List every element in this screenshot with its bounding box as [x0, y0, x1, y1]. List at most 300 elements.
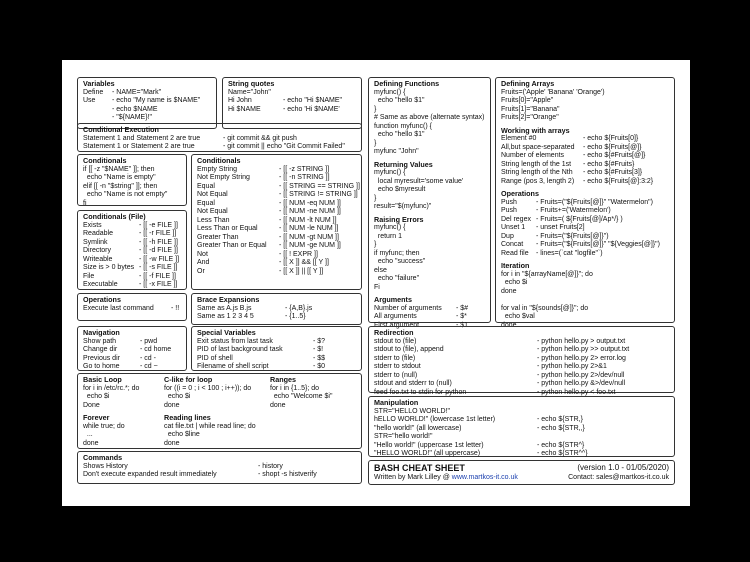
entry-label: PID of shell	[197, 354, 233, 362]
entry-row	[197, 355, 356, 364]
entry-row	[197, 251, 356, 260]
entry-value: - [[ -n STRING ]]	[279, 174, 330, 181]
entry-value: - echo ${STR^^}	[537, 450, 588, 457]
sheet-title: BASH CHEAT SHEET	[374, 463, 465, 473]
operations-left-rows	[83, 305, 181, 314]
entry-row	[83, 355, 181, 364]
entry-value: - git commit || echo "Git Commit Failed"	[223, 143, 345, 150]
entry-row	[501, 161, 669, 170]
entry-label: Hi John	[228, 97, 252, 104]
conditionals-script-lines	[83, 166, 181, 209]
conditional-execution-title: Conditional Execution	[83, 125, 159, 134]
entry-label: String length of the 1st	[501, 160, 572, 168]
footer-author-row	[374, 474, 669, 483]
entry-row	[501, 250, 669, 259]
entry-row	[374, 433, 669, 442]
reading-lines-loop	[164, 414, 304, 448]
entry-value: - [[ -h FILE ]]	[139, 238, 178, 246]
variables-box	[77, 77, 217, 129]
entry-value: - $#	[456, 304, 469, 312]
manipulation-title: Manipulation	[374, 398, 419, 407]
entry-value: - [[ NUM -gt NUM ]]	[279, 233, 339, 241]
entry-row	[501, 233, 669, 242]
conditionals-script-title: Conditionals	[83, 156, 127, 165]
entry-label: Not Empty String	[197, 174, 250, 181]
entry-label: Equal	[197, 199, 215, 207]
entry-value: - $?	[313, 337, 326, 345]
commands-box	[77, 451, 362, 484]
clike-loop	[164, 376, 272, 410]
author-prefix: Written by Mark Lilley @	[374, 474, 452, 481]
brace-expansions-box	[191, 293, 362, 325]
code-line: done	[83, 439, 99, 447]
basic-loop-lines	[83, 385, 161, 411]
loops-box	[77, 373, 362, 449]
commands-title: Commands	[83, 453, 123, 462]
code-line: fi	[83, 199, 87, 207]
entry-row	[197, 242, 356, 251]
defining-functions	[374, 80, 485, 157]
entry-value: - [[ -z STRING ]]	[279, 165, 330, 173]
code-line: done	[164, 439, 180, 447]
commands-rows	[83, 463, 356, 480]
entry-label: Directory	[83, 247, 112, 254]
clike-loop-lines	[164, 385, 272, 411]
code-line: myfunc() {	[374, 224, 406, 231]
entry-row	[83, 106, 211, 115]
iteration-title: Iteration	[501, 261, 530, 270]
entry-row	[83, 264, 181, 273]
entry-row	[83, 222, 181, 231]
entry-label: Element #0	[501, 135, 537, 142]
entry-row	[228, 89, 356, 98]
array-operations-rows	[501, 199, 669, 259]
returning-values	[374, 161, 485, 212]
entry-row	[197, 208, 356, 217]
redirection-title: Redirection	[374, 328, 414, 337]
entry-value: - shopt -s histverify	[258, 471, 317, 478]
entry-label: STR="hello world!"	[374, 433, 433, 440]
code-line: Fi	[374, 283, 380, 291]
arguments-title: Arguments	[374, 295, 412, 304]
entry-row	[374, 408, 669, 417]
code-line: for val in "${sounds[@]}"; do	[501, 304, 589, 312]
entry-row	[197, 338, 356, 347]
entry-value: - echo ${STR^}	[537, 441, 585, 449]
conditionals-compare-rows	[197, 165, 360, 277]
entry-row	[83, 305, 181, 314]
entry-value: - Fruits+=('Watermelon')	[536, 207, 611, 214]
entry-label: Change dir	[83, 346, 118, 353]
entry-label: Unset 1	[501, 224, 526, 231]
operations-left-box	[77, 293, 187, 321]
working-with-arrays	[501, 127, 669, 187]
entry-value: - echo $NAME	[112, 105, 158, 113]
entry-label: Readable	[83, 230, 113, 237]
entry-label: Show path	[83, 337, 117, 345]
code-line: if myfunc; then	[374, 249, 420, 257]
code-line: else	[374, 266, 387, 274]
entry-label: stdout to (file), append	[374, 346, 444, 353]
entry-value: - cd ~	[140, 363, 158, 370]
entry-value: - echo ${STR,}	[537, 416, 583, 423]
entry-label: Same as 1 2 3 4 5	[197, 313, 254, 320]
entry-row	[197, 259, 356, 268]
conditionals-compare-box	[191, 154, 362, 290]
code-line: myfunc() {	[374, 88, 406, 96]
code-line: done	[164, 401, 180, 409]
entry-row	[501, 241, 669, 250]
code-line: echo $val	[501, 313, 535, 320]
code-line: return 1	[374, 232, 403, 240]
entry-row	[374, 380, 669, 389]
entry-label: Greater Than or Equal	[197, 242, 267, 249]
entry-value: - [[ ! EXPR ]]	[279, 250, 318, 258]
code-line: ...	[83, 431, 93, 438]
entry-label: Writeable	[83, 255, 113, 263]
entry-row	[501, 224, 669, 233]
entry-label: "Hello world!" (uppercase 1st letter)	[374, 441, 484, 449]
forever-loop	[83, 414, 161, 448]
code-line: local myresult='some value'	[374, 177, 464, 185]
entry-row	[197, 225, 356, 234]
entry-label: Less Than	[197, 216, 230, 224]
entry-label: Hi $NAME	[228, 105, 261, 113]
code-line: done	[501, 287, 517, 295]
entry-value: - [[ -s FILE ]]	[139, 264, 178, 271]
footer-title-row	[374, 464, 669, 474]
code-line: echo "Name is empty"	[83, 174, 156, 181]
cheat-sheet-page	[62, 60, 690, 506]
code-line: done	[270, 401, 286, 409]
code-line: echo $i	[501, 279, 528, 286]
code-line: echo $i	[83, 393, 110, 400]
entry-value: - NAME="Mark"	[112, 88, 162, 96]
entry-value: - Fruits=("${Fruits[@]}")	[536, 232, 609, 240]
entry-row	[197, 305, 356, 314]
manipulation-rows	[374, 408, 669, 459]
entry-value: - [[ NUM -le NUM ]]	[279, 225, 339, 232]
entry-value: - [[ -f FILE ]]	[139, 272, 176, 280]
entry-value: - [[ X ]] || [[ Y ]]	[279, 267, 324, 275]
entry-value: - unset Fruits[2]	[536, 224, 585, 231]
entry-label: Push	[501, 207, 517, 214]
entry-label: Less Than or Equal	[197, 225, 258, 232]
code-line: echo $line	[164, 431, 200, 438]
arrays-box	[495, 77, 675, 329]
entry-row	[501, 199, 669, 208]
code-line: cat file.txt | while read line; do	[164, 422, 256, 430]
code-line: }	[374, 194, 377, 202]
entry-value: - echo ${Fruits[0]}	[583, 135, 639, 142]
code-line: done	[501, 321, 517, 329]
entry-label: "HELLO WORLD!" (all uppercase)	[374, 450, 481, 457]
conditional-execution-box	[77, 123, 362, 152]
entry-label: Read file	[501, 249, 529, 257]
entry-value: - history	[258, 462, 283, 470]
entry-value: - python hello.py 2> error.log	[537, 354, 626, 362]
entry-label: Range (pos 3, length 2)	[501, 177, 575, 185]
entry-value: - $0	[313, 363, 326, 370]
entry-label: Name="John"	[228, 88, 271, 96]
entry-value: - pwd	[140, 337, 158, 345]
entry-value: - echo ${#Fruits}	[583, 160, 635, 168]
entry-row	[83, 363, 181, 372]
string-quotes-box	[222, 77, 362, 129]
entry-value: - echo ${#Fruits[@]}	[583, 152, 646, 159]
entry-label: String length of the Nth	[501, 169, 573, 176]
entry-label: Exists	[83, 221, 102, 229]
code-line: echo $i	[164, 393, 191, 400]
entry-row	[197, 363, 356, 372]
entry-value: - [[ NUM -ge NUM ]]	[279, 242, 341, 249]
code-line: myfunc() {	[374, 169, 406, 176]
entry-row	[374, 363, 669, 372]
entry-label: stderr to (null)	[374, 371, 418, 379]
code-line: function myfunc() {	[374, 122, 432, 130]
functions-box	[368, 77, 491, 329]
entry-row	[228, 106, 356, 115]
special-variables-rows	[197, 338, 356, 372]
entry-value: - Fruits=("${Fruits[@]}" "Watermelon")	[536, 198, 653, 206]
entry-label: stderr to stdout	[374, 363, 421, 370]
entry-row	[501, 169, 669, 178]
entry-label: Number of arguments	[374, 304, 442, 312]
entry-label: Symlink	[83, 238, 108, 246]
ranges-loop	[270, 376, 358, 410]
entry-row	[197, 217, 356, 226]
code-line: echo "success"	[374, 258, 426, 265]
code-line: echo "Welcome $i"	[270, 393, 333, 400]
returning-values-title: Returning Values	[374, 159, 433, 169]
entry-row	[501, 178, 669, 187]
entry-label: Equal	[197, 182, 215, 190]
reading-lines-title: Reading lines	[164, 413, 211, 422]
ranges-loop-title: Ranges	[270, 375, 296, 384]
entry-row	[197, 234, 356, 243]
entry-value: - [[ STRING != STRING ]]	[279, 191, 358, 198]
code-line: while true; do	[83, 422, 125, 430]
entry-row	[374, 305, 485, 314]
entry-value: - [[ -w FILE ]]	[139, 255, 180, 263]
entry-row	[501, 144, 669, 153]
entry-value: - [[ NUM -ne NUM ]]	[279, 208, 341, 215]
entry-value: - echo "My name is $NAME"	[112, 97, 201, 104]
entry-row	[83, 346, 181, 355]
entry-row	[197, 191, 356, 200]
code-line: echo "failure"	[374, 275, 420, 282]
code-line: Done	[83, 401, 100, 409]
string-quotes-title: String quotes	[228, 79, 275, 88]
entry-label: And	[197, 259, 210, 266]
entry-row	[197, 200, 356, 209]
entry-label: Shows History	[83, 462, 128, 470]
entry-value: - python hello.py >> output.txt	[537, 346, 630, 353]
code-line: for i in {1..5}; do	[270, 384, 320, 392]
entry-label: PID of last background task	[197, 346, 283, 353]
entry-label: stdout and stderr to (null)	[374, 380, 452, 387]
entry-label: Del regex	[501, 215, 531, 223]
entry-value: - Fruits=( ${Fruits[@]/Ap*/} )	[536, 215, 623, 223]
entry-label: Statement 1 and Statement 2 are true	[83, 134, 201, 142]
basic-loop-title: Basic Loop	[83, 375, 122, 384]
entry-label: Greater Than	[197, 233, 239, 241]
iteration-lines	[501, 271, 669, 331]
working-with-arrays-title: Working with arrays	[501, 125, 570, 135]
entry-label: Statement 1 or Statement 2 are true	[83, 143, 195, 150]
entry-label: Go to home	[83, 363, 120, 370]
entry-value: - python hello.py &>/dev/null	[537, 380, 626, 387]
entry-value: - Fruits=("${Fruits[@]}" "${Veggies[@]}")	[536, 241, 660, 248]
code-line: Fruits[1]="Banana"	[501, 105, 560, 113]
entry-row	[83, 256, 181, 265]
code-line: echo "hello $1"	[374, 131, 425, 138]
conditional-execution-rows	[83, 135, 356, 152]
working-with-arrays-rows	[501, 135, 669, 186]
entry-row	[374, 346, 669, 355]
raising-errors	[374, 216, 485, 293]
entry-row	[501, 216, 669, 225]
forever-loop-title: Forever	[83, 413, 110, 422]
basic-loop	[83, 376, 161, 410]
entry-label: First argument	[374, 321, 420, 329]
special-variables-title: Special Variables	[197, 328, 256, 337]
entry-label: stdout to (file)	[374, 337, 417, 345]
defining-functions-lines	[374, 89, 485, 157]
navigation-rows	[83, 338, 181, 372]
manipulation-box	[368, 396, 675, 457]
entry-row	[197, 166, 356, 175]
forever-loop-lines	[83, 423, 161, 449]
code-line: elif [[ -n "$string" ]]; then	[83, 182, 158, 190]
raising-errors-lines	[374, 224, 485, 292]
entry-row	[83, 143, 356, 152]
defining-functions-title: Defining Functions	[374, 79, 440, 88]
entry-label: Executable	[83, 281, 118, 288]
entry-label: Same as A.js B.js	[197, 304, 252, 312]
entry-label: Previous dir	[83, 354, 120, 362]
navigation-box	[77, 326, 187, 371]
entry-label: Not Equal	[197, 208, 228, 215]
version-label: (version 1.0 - 01/05/2020)	[577, 463, 669, 472]
contact-email: Contact: sales@martkos-it.co.uk	[568, 474, 669, 481]
entry-row	[197, 174, 356, 183]
entry-label: Filename of shell script	[197, 363, 269, 370]
entry-row	[83, 230, 181, 239]
code-line: }	[374, 105, 377, 113]
entry-value: - [[ -d FILE ]]	[139, 247, 178, 254]
entry-value: - [[ -r FILE ]]	[139, 230, 177, 237]
entry-row	[501, 135, 669, 144]
entry-value: - [[ NUM -lt NUM ]]	[279, 216, 337, 224]
entry-value: - echo ${Fruits[@]:3:2}	[583, 177, 654, 185]
code-line: Fruits[2]="Orange"	[501, 114, 559, 121]
array-operations	[501, 190, 669, 258]
code-line: }	[374, 139, 377, 147]
entry-row	[197, 268, 356, 277]
footer-box	[368, 460, 675, 485]
defining-arrays	[501, 80, 669, 123]
entry-row	[374, 425, 669, 434]
entry-label: STR="HELLO WORLD!"	[374, 407, 450, 415]
entry-row	[197, 182, 360, 192]
entry-value: - echo ${STR,,}	[537, 424, 585, 432]
entry-label: Use	[83, 97, 96, 104]
entry-value: - cd -	[140, 354, 156, 362]
arguments	[374, 296, 485, 330]
redirection-rows	[374, 338, 669, 398]
entry-label: Or	[197, 267, 205, 275]
entry-value: - [[ X ]] && [[ Y ]]	[279, 259, 329, 266]
code-line: Fruits=('Apple' 'Banana' 'Orange')	[501, 88, 605, 96]
conditionals-script-box	[77, 154, 187, 206]
entry-row	[374, 313, 485, 322]
entry-row	[197, 346, 356, 355]
variables-rows	[83, 89, 211, 123]
entry-value: - "${NAME}!"	[112, 114, 152, 121]
entry-label: Exit status from last task	[197, 337, 273, 345]
entry-label: All arguments	[374, 313, 417, 320]
entry-row	[83, 273, 181, 282]
entry-value: - $$	[313, 354, 326, 362]
entry-value: - [[ NUM -eq NUM ]]	[279, 199, 341, 207]
entry-row	[83, 463, 356, 472]
entry-value: - echo ${Fruits[@]}	[583, 143, 642, 151]
conditionals-file-rows	[83, 222, 181, 290]
entry-label: Size is > 0 bytes	[83, 264, 135, 271]
entry-row	[374, 372, 669, 381]
author-line	[374, 474, 518, 483]
entry-value: - {1..5}	[285, 313, 306, 320]
entry-label: Push	[501, 198, 517, 206]
entry-row	[197, 313, 356, 322]
code-line: Fruits[0]="Apple"	[501, 97, 554, 104]
entry-row	[83, 247, 181, 256]
entry-label: Empty String	[197, 165, 238, 173]
conditionals-file-title: Conditionals (File)	[83, 212, 146, 221]
entry-row	[374, 338, 669, 347]
entry-row	[501, 207, 669, 216]
code-line: echo $myresult	[374, 186, 426, 193]
entry-row	[501, 152, 669, 161]
brace-expansions-title: Brace Expansions	[197, 295, 260, 304]
code-line: myfunc "John"	[374, 148, 419, 155]
entry-value: - [[ -x FILE ]]	[139, 281, 178, 288]
entry-row	[374, 442, 669, 451]
entry-value: - $1	[456, 321, 469, 329]
entry-row	[374, 416, 669, 425]
code-line: echo "Name is not empty"	[83, 191, 168, 198]
code-line	[501, 296, 669, 305]
entry-value: - python hello.py 2>/dev/null	[537, 371, 625, 379]
entry-label: Number of elements	[501, 152, 565, 159]
entry-label: "hello world!" (all lowercase)	[374, 424, 462, 432]
entry-value: - !!	[171, 304, 180, 312]
iteration	[501, 262, 669, 330]
entry-label: Dup	[501, 232, 514, 240]
entry-row	[83, 338, 181, 347]
string-quotes-rows	[228, 89, 356, 115]
redirection-box	[368, 326, 675, 396]
special-variables-box	[191, 326, 362, 371]
entry-value: - [[ STRING == STRING ]]	[279, 182, 360, 190]
entry-value: - echo 'Hi $NAME'	[283, 105, 340, 113]
website-link[interactable]: www.martkos-it.co.uk	[451, 474, 518, 481]
variables-title: Variables	[83, 79, 115, 88]
entry-value: - [[ -e FILE ]]	[139, 221, 178, 229]
clike-loop-title: C-like for loop	[164, 375, 213, 384]
conditionals-file-box	[77, 210, 187, 290]
